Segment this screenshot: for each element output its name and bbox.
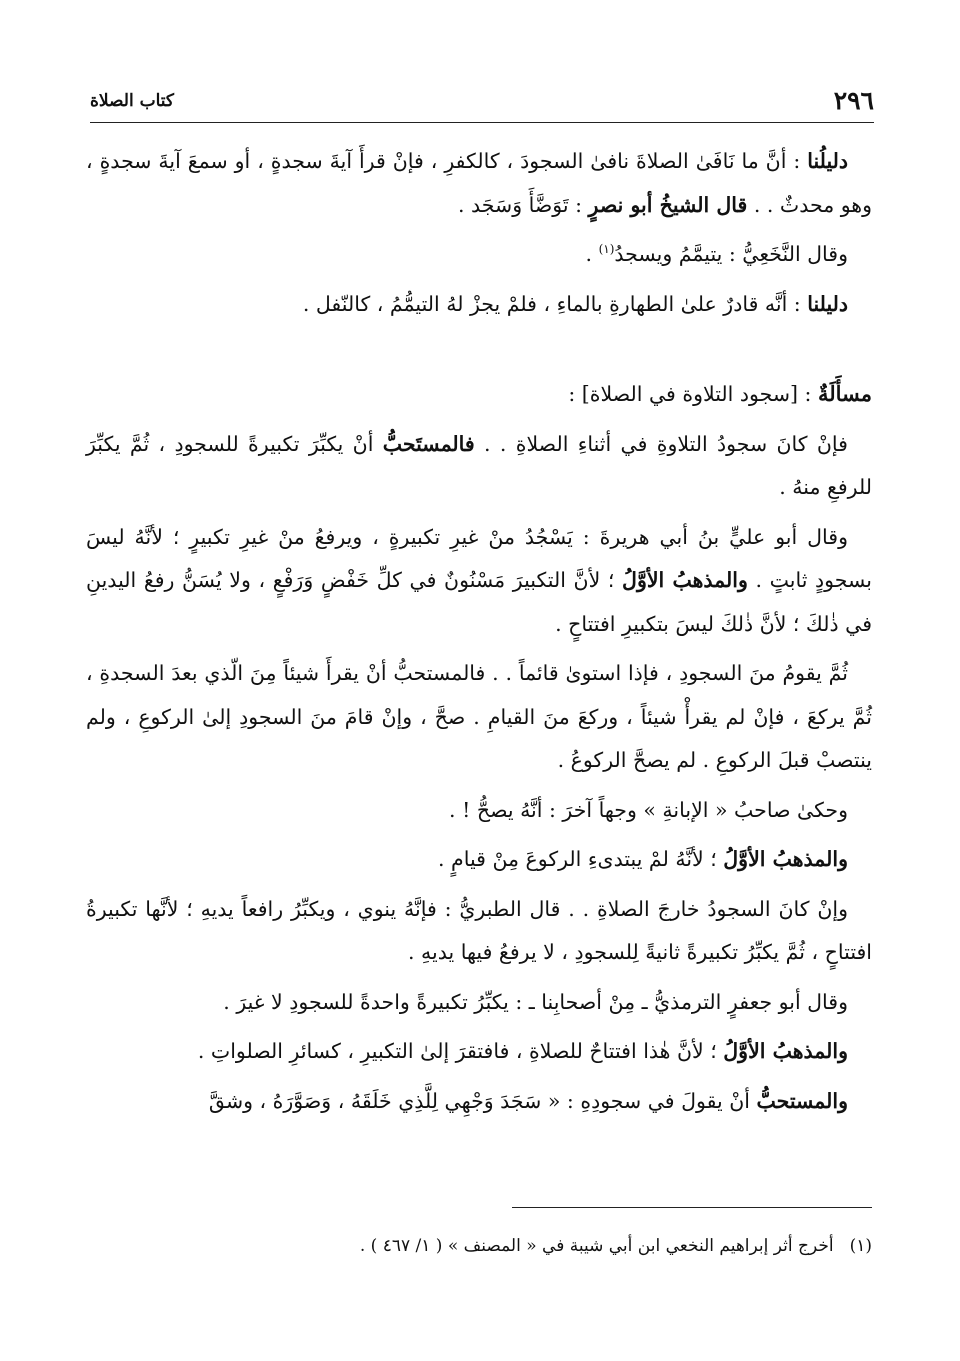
paragraph-7 xyxy=(86,789,872,833)
paragraph-text: ؛ لأنَّ التكبيرَ مَسْنُونٌ في كلِّ خَفْضٍ وَرَفْعٍ ، ولا يُسَنُّ رفعُ اليدينِ في ذٰلكَ ؛ لأنَّ ذٰلكَ ليسَ بتكبيرِ افتتاحٍ . xyxy=(86,568,872,636)
paragraph-4 xyxy=(86,423,872,510)
footnote xyxy=(86,1232,872,1260)
main-text xyxy=(86,140,872,1129)
paragraph-text: : أنَّه قادرٌ علىٰ الطهارةِ بالماءِ ، فلمْ يجزْ لهُ التيمُّمُ ، كالنّفل . xyxy=(302,291,808,316)
paragraph-lead: والمذهبُ الأوَّلُ xyxy=(723,847,848,871)
footnote-number: (١) xyxy=(849,1236,872,1256)
section-heading-label: مسأَلَةٌ xyxy=(817,381,872,406)
paragraph-text: فإنْ كانَ سجودُ التلاوةِ في أثناءِ الصلاةِ . . xyxy=(474,431,848,456)
paragraph-text: وقال النَّخَعِيُّ : يتيمَّمُ ويسجدُ xyxy=(614,242,848,266)
running-title: كتاب الصلاة xyxy=(90,91,175,111)
footnote-divider xyxy=(512,1207,872,1208)
paragraph-2 xyxy=(86,233,872,277)
paragraph-11 xyxy=(86,1030,872,1074)
paragraph-lead: دليلنا xyxy=(807,291,848,316)
page-header xyxy=(90,82,874,123)
paragraph-lead: والمذهبُ الأوَّلُ xyxy=(622,568,748,592)
paragraph-lead: والمذهبُ الأوَّلُ xyxy=(723,1039,848,1063)
paragraph-10 xyxy=(86,981,872,1025)
paragraph-text: : تَوَضَّأَ وَسَجَد . xyxy=(458,192,589,217)
paragraph-1 xyxy=(86,140,872,227)
footnote-text: أخرج أثر إبراهيم النخعي ابن أبي شيبة في « المصنف » ( ١/ ٤٦٧ ) . xyxy=(359,1236,834,1256)
paragraph-text: وقال أبو عليٍّ بنُ أبي هريرةَ : يَسْجُدُ منْ غيرِ تكبيرةٍ ، ويرفعُ منْ غيرِ تكبيرٍ ؛ لأنَّهُ ليسَ بسجودٍ ثابتٍ . xyxy=(86,524,872,592)
paragraph-lead: والمستحبُّ xyxy=(756,1088,848,1113)
page-number: ٢٩٦ xyxy=(833,86,874,115)
section-heading-title: : [سجود التلاوة في الصلاة] : xyxy=(568,382,818,406)
paragraph-lead: فالمستَحبُّ xyxy=(382,431,475,456)
paragraph-text: وحكىٰ صاحبُ « الإبانةِ » وجهاً آخرَ : أنَّهُ يصحُّ ! . xyxy=(449,797,848,822)
paragraph-8 xyxy=(86,838,872,882)
paragraph-text: أنْ يقولَ في سجودِهِ : « سَجَدَ وَجْهِي لِلَّذِي خَلَقَهُ ، وَصَوَّرَهُ ، وشقَّ xyxy=(208,1088,757,1113)
paragraph-text: وقال أبو جعفرٍ الترمذيُّ ـ مِنْ أصحابِنا ـ : يكبِّرُ تكبيرةً واحدةً للسجودِ لا غيرَ . xyxy=(223,989,848,1014)
paragraph-text: : أنَّ ما نَافَىٰ الصلاةَ نافىٰ السجودَ ، كالكفرِ ، فإنْ قرأَ آيةَ سجدةٍ ، أو سمعَ آيةَ سجدةٍ ، وهو محدثٌ . . xyxy=(86,149,872,217)
paragraph-text: ؛ لأنَّ هٰذا افتتاحٌ للصلاةِ ، فافتقرَ إلىٰ التكبيرِ ، كسائرِ الصلواتِ . xyxy=(197,1039,724,1063)
paragraph-3 xyxy=(86,283,872,327)
paragraph-text: أنْ يكبِّرَ تكبيرةً للسجودِ ، ثُمَّ يكبِّرَ للرفعِ منهُ . xyxy=(86,431,872,499)
paragraph-12 xyxy=(86,1080,872,1124)
paragraph-6 xyxy=(86,652,872,783)
paragraph-lead: قال الشيخُ أبو نصرٍ xyxy=(588,192,748,217)
paragraph-lead: دليلُنا xyxy=(807,149,848,173)
paragraph-5 xyxy=(86,516,872,647)
footnote-marker: (١) xyxy=(598,242,615,257)
paragraph-text: وإنْ كانَ السجودُ خارجَ الصلاةِ . . قال الطبريُّ : فإنَّهُ ينوي ، ويكبِّرُ رافعاً يديهِ ؛ لأنَّها تكبيرةُ افتتاحٍ ، ثُمَّ يكبِّرُ تكبيرةً ثانيةً لِلسجودِ ، لا يرفعُ فيها يديهِ . xyxy=(86,896,872,964)
paragraph-9 xyxy=(86,888,872,975)
paragraph-text: ؛ لأنَّهُ لمْ يبتدىءِ الركوعَ مِنْ قيامٍ . xyxy=(437,847,724,871)
paragraph-text: ثُمَّ يقومُ منَ السجودِ ، فإذا استوىٰ قائماً . . فالمستحبُّ أنْ يقرأَ شيئاً مِنَ الّذي بعدَ السجدةِ ، ثُمَّ يركعَ ، فإنْ لم يقرأْ شيئاً ، وركعَ منَ القيامِ . صحَّ ، وإنْ قامَ منَ السجودِ إلىٰ الركوعِ ، ولم ينتصبْ قبلَ الركوعِ . لم يصحَّ الركوعُ . xyxy=(86,661,872,772)
paragraph-text: . xyxy=(585,242,599,266)
section-heading xyxy=(86,372,872,417)
